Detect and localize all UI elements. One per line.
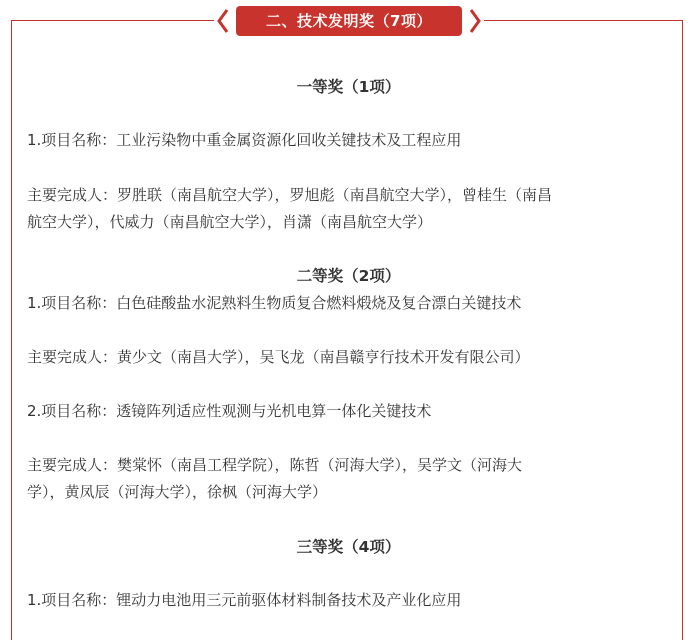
section-banner [0,0,697,44]
award-heading-third: 三等奖（4项） [296,538,401,556]
project-name: 1.项目名称：白色硅酸盐水泥熟料生物质复合燃料煅烧及复合漂白关键技术 [27,294,522,312]
project-people-line: 主要完成人：罗胜联（南昌航空大学），罗旭彪（南昌航空大学），曾桂生（南昌 [27,186,553,204]
project-name: 1.项目名称：工业污染物中重金属资源化回收关键技术及工程应用 [27,131,462,149]
left-chevron-icon [216,6,230,36]
award-heading-second: 二等奖（2项） [296,267,401,285]
right-chevron-icon [468,6,482,36]
project-people-line: 航空大学），代威力（南昌航空大学），肖潇（南昌航空大学） [27,213,433,231]
award-heading-first: 一等奖（1项） [296,78,401,96]
project-people-line: 主要完成人：樊棠怀（南昌工程学院），陈哲（河海大学），吴学文（河海大 [27,456,523,474]
project-people-line: 主要完成人：黄少文（南昌大学），吴飞龙（南昌赣亨行技术开发有限公司） [27,348,530,366]
project-name: 2.项目名称：透镜阵列适应性观测与光机电算一体化关键技术 [27,402,432,420]
banner-title: 二、技术发明奖（7项） [236,6,462,36]
project-name: 1.项目名称：锂动力电池用三元前驱体材料制备技术及产业化应用 [27,591,462,609]
project-people-line: 学），黄凤辰（河海大学），徐枫（河海大学） [27,483,328,501]
